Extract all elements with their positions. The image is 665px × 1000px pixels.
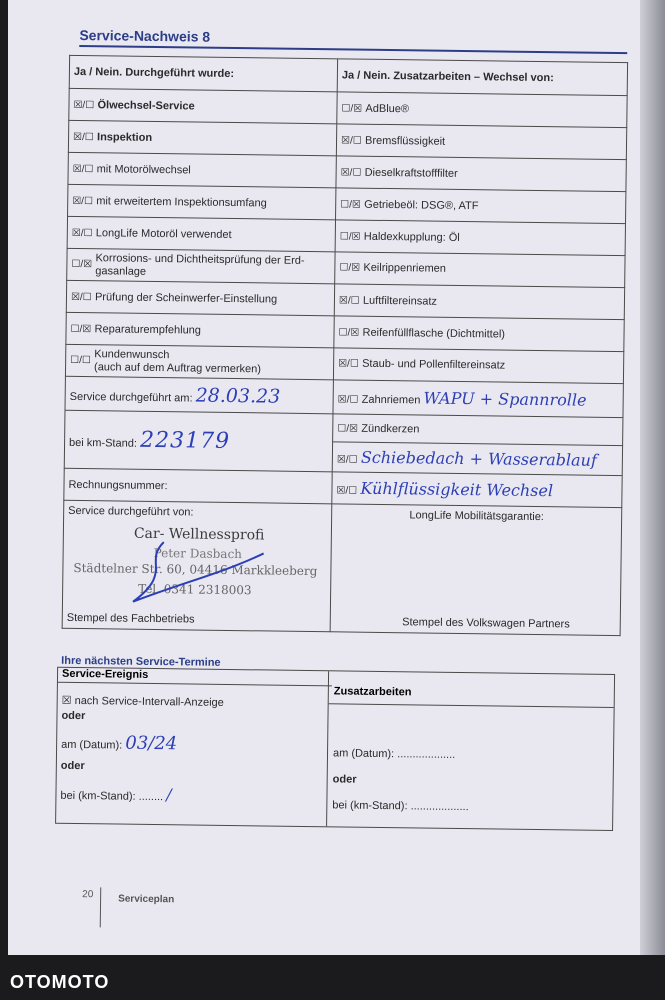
signature-scribble <box>103 531 294 613</box>
spark-plugs-cell[interactable]: ☐/☒ Zündkerzen <box>333 414 623 446</box>
right-item-belt[interactable]: ☐/☒ Keilrippenriemen <box>335 252 625 288</box>
left-item-corrosion-check[interactable]: ☐/☒ Korrosions- und Dichtheitsprüfung der Erd- gasanlage <box>67 248 335 284</box>
footer-page-number: 20 <box>82 889 94 901</box>
right-item-adblue[interactable]: ☐/☒ AdBlue® <box>337 92 627 128</box>
right-item-diesel-filter[interactable]: ☒/☐ Dieselkraftstofffilter <box>336 156 626 192</box>
right-item-gear-oil[interactable]: ☐/☒ Getriebeöl: DSG®, ATF <box>336 188 626 224</box>
stamp-label-right: Stempel des Volkswagen Partners <box>402 616 570 631</box>
service-date-cell: Service durchgeführt am: 28.03.23 <box>65 376 333 414</box>
extra-sunroof-cell[interactable]: ☒/☐ Schiebedach + Wasserablauf <box>332 442 622 476</box>
timing-belt-note: WAPU + Spannrolle <box>423 388 587 410</box>
next-event-header: Service-Ereignis <box>58 668 332 687</box>
footer-divider <box>100 887 102 927</box>
right-date-row: am (Datum): ................... <box>332 747 456 761</box>
next-km-row: bei (km-Stand): ........ / <box>60 785 172 805</box>
column-divider <box>326 671 329 826</box>
right-km-row: bei (km-Stand): ................... <box>332 799 469 814</box>
document-page <box>8 0 658 955</box>
right-item-haldex[interactable]: ☐/☒ Haldexkupplung: Öl <box>335 220 625 256</box>
service-date-handwritten: 28.03.23 <box>195 384 281 408</box>
performed-by-cell: Service durchgeführt von: Car- Wellnessprofi Peter Dasbach Städtelner Str. 60, 04416 Markkleeberg Tel. 0341 2318003 Stempel des Fachbetriebs <box>62 500 332 631</box>
next-date-row: am (Datum): 03/24 <box>61 732 178 755</box>
right-item-brake-fluid[interactable]: ☒/☐ Bremsflüssigkeit <box>336 124 626 160</box>
stamp-line-3: Städtelner Str. 60, 04416 Markkleeberg <box>73 560 318 579</box>
km-handwritten: 223179 <box>139 427 231 454</box>
service-record-form <box>8 0 658 955</box>
service-table <box>62 55 628 636</box>
left-item-longlife-oil[interactable]: ☒/☐ LongLife Motoröl verwendet <box>67 216 335 252</box>
longlife-cell: LongLife Mobilitätsgarantie: Stempel des Volkswagen Partners <box>330 504 622 636</box>
left-item-headlight-check[interactable]: ☒/☐ Prüfung der Scheinwerfer-Einstellung <box>66 280 334 316</box>
header-rule <box>329 703 614 708</box>
right-item-pollen-filter[interactable]: ☒/☐ Staub- und Pollenfiltereinsatz <box>333 348 623 384</box>
left-item-inspektion[interactable]: ☒/☐ Inspektion <box>68 120 336 156</box>
sunroof-note: Schiebedach + Wasserablauf <box>360 447 597 470</box>
next-extra-header: Zusatzarbeiten <box>333 685 412 699</box>
left-item-oil-service[interactable]: ☒/☐ Ölwechsel-Service <box>69 88 337 124</box>
stamp-line-4: Tel. 0341 2318003 <box>138 581 252 598</box>
coolant-note: Kühlflüssigkeit Wechsel <box>360 478 554 501</box>
stamp-line-2: Peter Dasbach <box>153 545 243 562</box>
watermark-logo: OTOMOTO <box>10 972 110 992</box>
stamp-line-1: Car- Wellnessprofi <box>133 525 265 544</box>
oder-1: oder <box>61 709 86 723</box>
left-item-extended-inspection[interactable]: ☒/☐ mit erweitertem Inspektionsumfang <box>68 184 336 220</box>
interval-option[interactable]: ☒ nach Service-Intervall-Anzeige <box>61 694 224 709</box>
next-service-title: Ihre nächsten Service-Termine <box>61 654 221 669</box>
next-date-handwritten: 03/24 <box>125 732 178 755</box>
next-service-box <box>55 667 615 831</box>
extra-coolant-cell[interactable]: ☒/☐ Kühlflüssigkeit Wechsel <box>332 472 622 508</box>
timing-belt-cell[interactable]: ☒/☐ Zahnriemen WAPU + Spannrolle <box>333 380 623 418</box>
page-title: Service-Nachweis 8 <box>79 26 211 45</box>
left-item-motor-oil[interactable]: ☒/☐ mit Motorölwechsel <box>68 152 336 188</box>
footer-section: Serviceplan <box>118 893 175 906</box>
km-cell: bei km-Stand: 223179 <box>64 410 333 472</box>
right-column-header: Ja / Nein. Zusatzarbeiten – Wechsel von: <box>337 59 627 96</box>
right-item-air-filter[interactable]: ☒/☐ Luftfiltereinsatz <box>334 284 624 320</box>
right-item-tire-sealant[interactable]: ☐/☒ Reifenfüllflasche (Dichtmittel) <box>334 316 624 352</box>
stamp-label-left: Stempel des Fachbetriebs <box>66 611 195 626</box>
page-edge <box>640 0 665 955</box>
invoice-cell: Rechnungsnummer: <box>64 468 332 504</box>
oder-2: oder <box>60 759 85 773</box>
oder-3: oder <box>332 773 357 786</box>
left-column-header: Ja / Nein. Durchgeführt wurde: <box>69 55 337 92</box>
left-item-repair-recommendation[interactable]: ☐/☒ Reparaturempfehlung <box>66 312 334 348</box>
left-item-customer-request[interactable]: ☐/☐ Kundenwunsch (auch auf dem Auftrag vermerken) <box>65 344 333 380</box>
title-rule <box>79 45 627 54</box>
